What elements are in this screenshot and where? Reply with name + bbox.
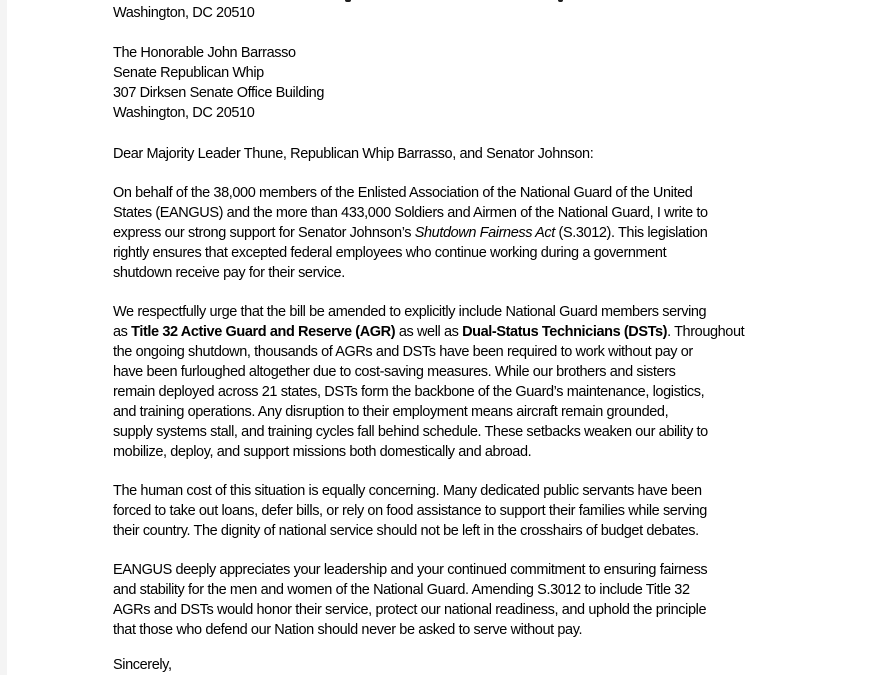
address-line: Senate Republican Whip — [113, 65, 264, 81]
text-run: as — [113, 324, 132, 340]
document-page[interactable] — [7, 0, 892, 675]
address-line: 307 Dirksen Senate Office Building — [113, 85, 325, 101]
text-run: express our strong support for Senator Johnson’s — [113, 225, 415, 241]
text-run: and stability for the men and women of the National Guard. Amending S.3012 to include Title 32 — [113, 582, 690, 598]
body-line — [113, 620, 813, 640]
recipient-address-block-2 — [113, 43, 813, 123]
text-run: AGRs and DSTs would honor their service, protect our national readiness, and uphold the principle — [113, 602, 707, 618]
body-line — [113, 302, 813, 322]
body-line — [113, 263, 813, 283]
body-line — [113, 442, 813, 462]
body-paragraph-1 — [113, 183, 813, 283]
text-run: The human cost of this situation is equally concerning. Many dedicated public servants have been — [113, 483, 702, 499]
text-run: their country. The dignity of national service should not be left in the crosshairs of budget debates. — [113, 523, 699, 539]
body-line — [113, 580, 813, 600]
text-run: We respectfully urge that the bill be amended to explicitly include National Guard members serving — [113, 304, 707, 320]
body-line — [113, 560, 813, 580]
closing — [113, 655, 813, 675]
address-line: The Honorable John Barrasso — [113, 45, 296, 61]
letter-body — [113, 3, 813, 675]
salutation — [113, 144, 813, 164]
text-run: mobilize, deploy, and support missions both domestically and abroad. — [113, 444, 532, 460]
clipped-text-fragment — [558, 0, 563, 2]
text-run-italic: Shutdown Fairness Act — [414, 225, 555, 241]
document-canvas-edge — [0, 0, 7, 675]
body-line — [113, 382, 813, 402]
text-run: . Throughout — [667, 324, 745, 340]
body-line — [113, 362, 813, 382]
body-paragraph-4 — [113, 560, 813, 640]
text-run: remain deployed across 21 states, DSTs form the backbone of the Guard’s maintenance, logistics, — [113, 384, 705, 400]
body-line — [113, 322, 813, 342]
text-run: and training operations. Any disruption to their employment means aircraft remain grounded, — [113, 404, 669, 420]
text-run: as well as — [395, 324, 463, 340]
body-line — [113, 223, 813, 243]
text-run: forced to take out loans, defer bills, or rely on food assistance to support their families while serving — [113, 503, 707, 519]
body-line — [113, 203, 813, 223]
closing-line: Sincerely, — [113, 657, 172, 673]
body-line — [113, 521, 813, 541]
body-line — [113, 342, 813, 362]
body-line — [113, 501, 813, 521]
text-run: EANGUS deeply appreciates your leadership and your continued commitment to ensuring fairness — [113, 562, 708, 578]
address-line: Washington, DC 20510 — [113, 5, 255, 21]
text-run: the ongoing shutdown, thousands of AGRs and DSTs have been required to work without pay or — [113, 344, 693, 360]
address-line: Washington, DC 20510 — [113, 105, 255, 121]
body-line — [113, 600, 813, 620]
body-line — [113, 183, 813, 203]
text-run: rightly ensures that excepted federal employees who continue working during a government — [113, 245, 667, 261]
clipped-text-fragment — [345, 0, 351, 2]
text-run-bold: Dual-Status Technicians (DSTs) — [462, 324, 668, 340]
body-paragraph-2 — [113, 302, 813, 462]
text-run: States (EANGUS) and the more than 433,000 Soldiers and Airmen of the National Guard, I write to — [113, 205, 708, 221]
body-line — [113, 243, 813, 263]
text-run: supply systems stall, and training cycles fall behind schedule. These setbacks weaken our ability to — [113, 424, 708, 440]
text-run: shutdown receive pay for their service. — [113, 265, 345, 281]
salutation-line: Dear Majority Leader Thune, Republican Whip Barrasso, and Senator Johnson: — [113, 146, 594, 162]
body-paragraph-3 — [113, 481, 813, 541]
text-run-bold: Title 32 Active Guard and Reserve (AGR) — [131, 324, 396, 340]
text-run: have been furloughed altogether due to cost-saving measures. While our brothers and sisters — [113, 364, 676, 380]
text-run: On behalf of the 38,000 members of the Enlisted Association of the National Guard of the United — [113, 185, 693, 201]
body-line — [113, 402, 813, 422]
text-run: that those who defend our Nation should never be asked to serve without pay. — [113, 622, 583, 638]
text-run: (S.3012). This legislation — [554, 225, 708, 241]
recipient-address-block-1 — [113, 3, 813, 23]
body-line — [113, 481, 813, 501]
body-line — [113, 422, 813, 442]
